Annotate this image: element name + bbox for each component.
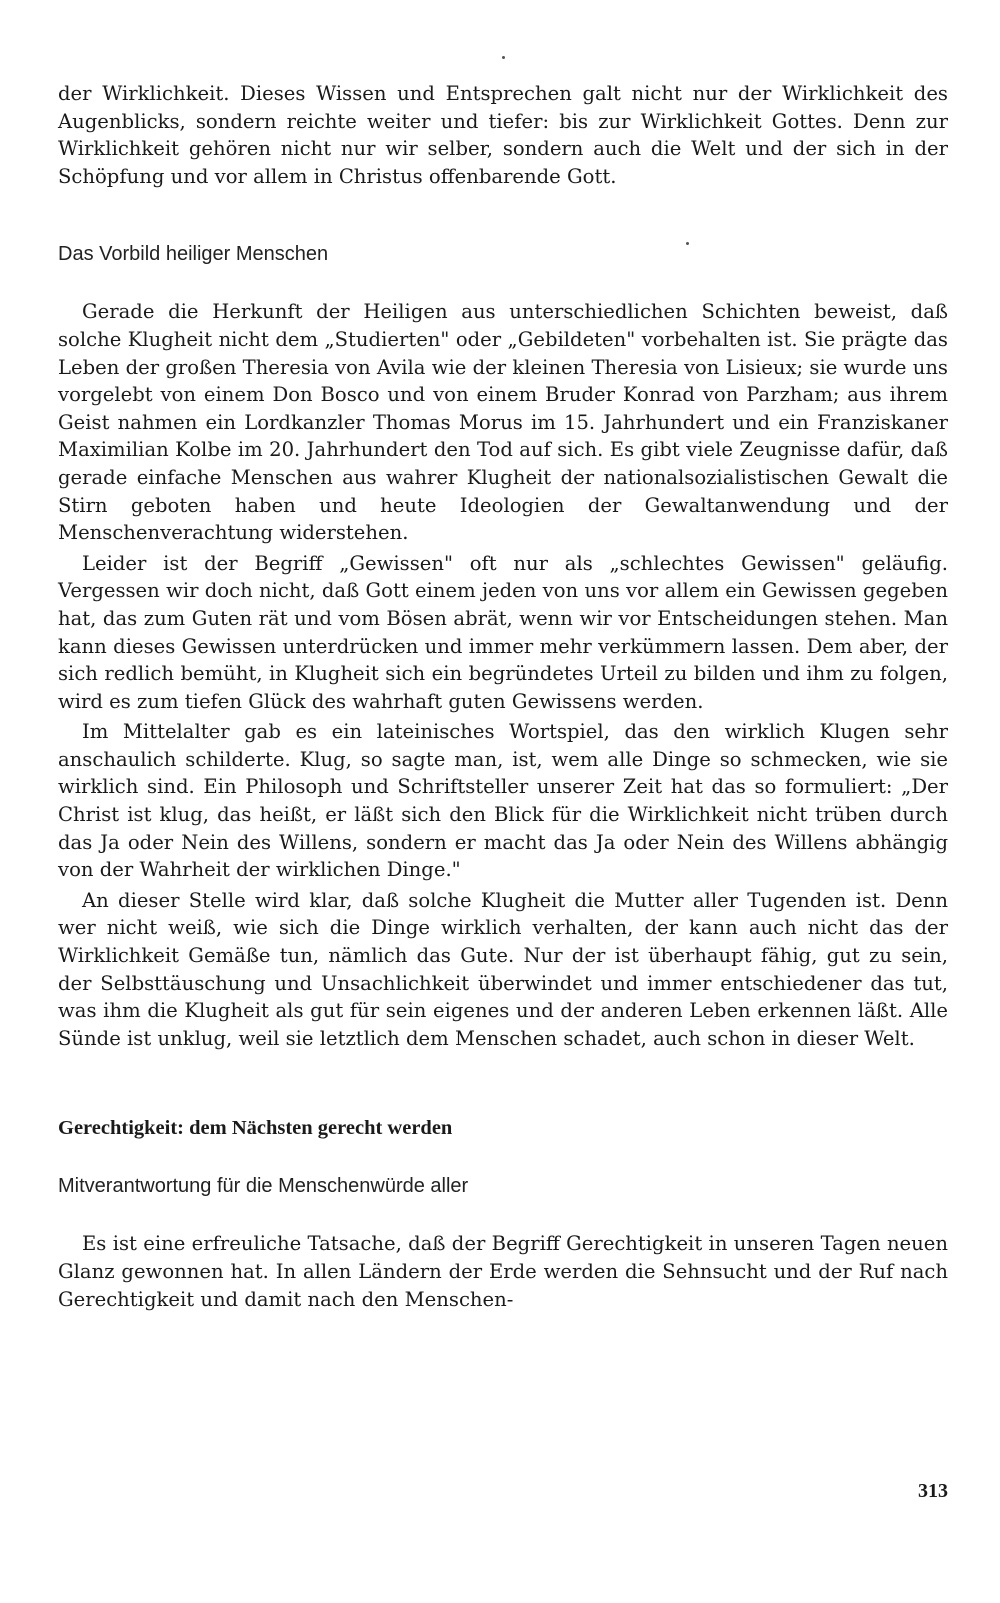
book-page (58, 80, 948, 1313)
scan-speck (686, 242, 689, 245)
intro-paragraph: der Wirklichkeit. Dieses Wissen und Entsprechen galt nicht nur der Wirklichkeit des Augenblicks, sondern reichte weiter und tiefer: bis zur Wirklichkeit Gottes. Denn zur Wirklichkeit gehören nicht nur wir selber, sondern auch die Welt und der sich in der Schöpfung und vor allem in Christus offenbarende Gott. (58, 82, 948, 188)
section-heading-gerechtigkeit: Gerechtigkeit: dem Nächsten gerecht werden (58, 1117, 453, 1140)
paragraph-mittelalter: Im Mittelalter gab es ein lateinisches Wortspiel, das den wirklich Klugen sehr anschaulich schilderte. Klug, so sagte man, ist, wem alle Dinge so schmecken, wie sie wirklich sind. Ein Philosoph und Schriftsteller unserer Zeit hat das so formuliert: „Der Christ ist klug, das heißt, er läßt sich den Blick für die Wirklichkeit nicht trüben durch das Ja oder Nein des Willens, sondern er macht das Ja oder Nein des Willens abhängig von der Wahrheit der wirklichen Dinge." (58, 720, 948, 882)
paragraph-gewissen: Leider ist der Begriff „Gewissen" oft nur als „schlechtes Gewissen" geläufig. Vergessen wir doch nicht, daß Gott einem jeden von uns vor allem ein Gewissen gegeben hat, das zum Guten rät und vom Bösen abrät, wenn wir vor Entscheidungen stehen. Man kann dieses Gewissen unterdrücken und immer mehr verkümmern lassen. Dem aber, der sich redlich bemüht, in Klugheit sich ein begründetes Urteil zu bilden und ihm zu folgen, wird es zum tiefen Glück des wahrhaft guten Gewissens werden. (58, 551, 948, 713)
subsection-heading-mitverantwortung: Mitverantwortung für die Menschenwürde aller (58, 1175, 469, 1198)
scan-speck (502, 56, 505, 59)
paragraph-heilige: Gerade die Herkunft der Heiligen aus unterschiedlichen Schichten beweist, daß solche Klugheit nicht dem „Studierten" oder „Gebildeten" vorbehalten ist. Sie prägte das Leben der großen Theresia von Avila wie der kleinen Theresia von Lisieux; sie wurde uns vorgelebt von einem Don Bosco und von einem Bruder Konrad von Parzham; aus ihrem Geist nahmen ein Lordkanzler Thomas Morus im 15. Jahrhundert und ein Franziskaner Maximilian Kolbe im 20. Jahrhundert den Tod auf sich. Es gibt viele Zeugnisse dafür, daß gerade einfache Menschen aus wahrer Klugheit der nationalsozialistischen Gewalt die Stirn geboten haben und heute Ideologien der Gewaltanwendung und der Menschenverachtung widerstehen. (58, 300, 948, 545)
paragraph-tugenden: An dieser Stelle wird klar, daß solche Klugheit die Mutter aller Tugenden ist. Denn wer nicht weiß, wie sich die Dinge wirklich verhalten, der kann auch nicht das der Wirklichkeit Gemäße tun, nämlich das Gute. Nur der ist überhaupt fähig, gut zu sein, der Selbsttäuschung und Unsachlichkeit überwindet und immer entschiedener das tut, was ihm die Klugheit als gut für sein eigenes und der anderen Leben erkennen läßt. Alle Sünde ist unklug, weil sie letztlich dem Menschen schadet, auch schon in dieser Welt. (58, 888, 948, 1050)
page-number: 313 (918, 1480, 948, 1502)
paragraph-gerechtigkeit: Es ist eine erfreuliche Tatsache, daß der Begriff Gerechtigkeit in unseren Tagen neuen Glanz gewonnen hat. In allen Ländern der Erde werden die Sehnsucht und der Ruf nach Gerechtigkeit und damit nach den Menschen- (58, 1232, 948, 1311)
subsection-heading-vorbild: Das Vorbild heiliger Menschen (58, 243, 329, 266)
